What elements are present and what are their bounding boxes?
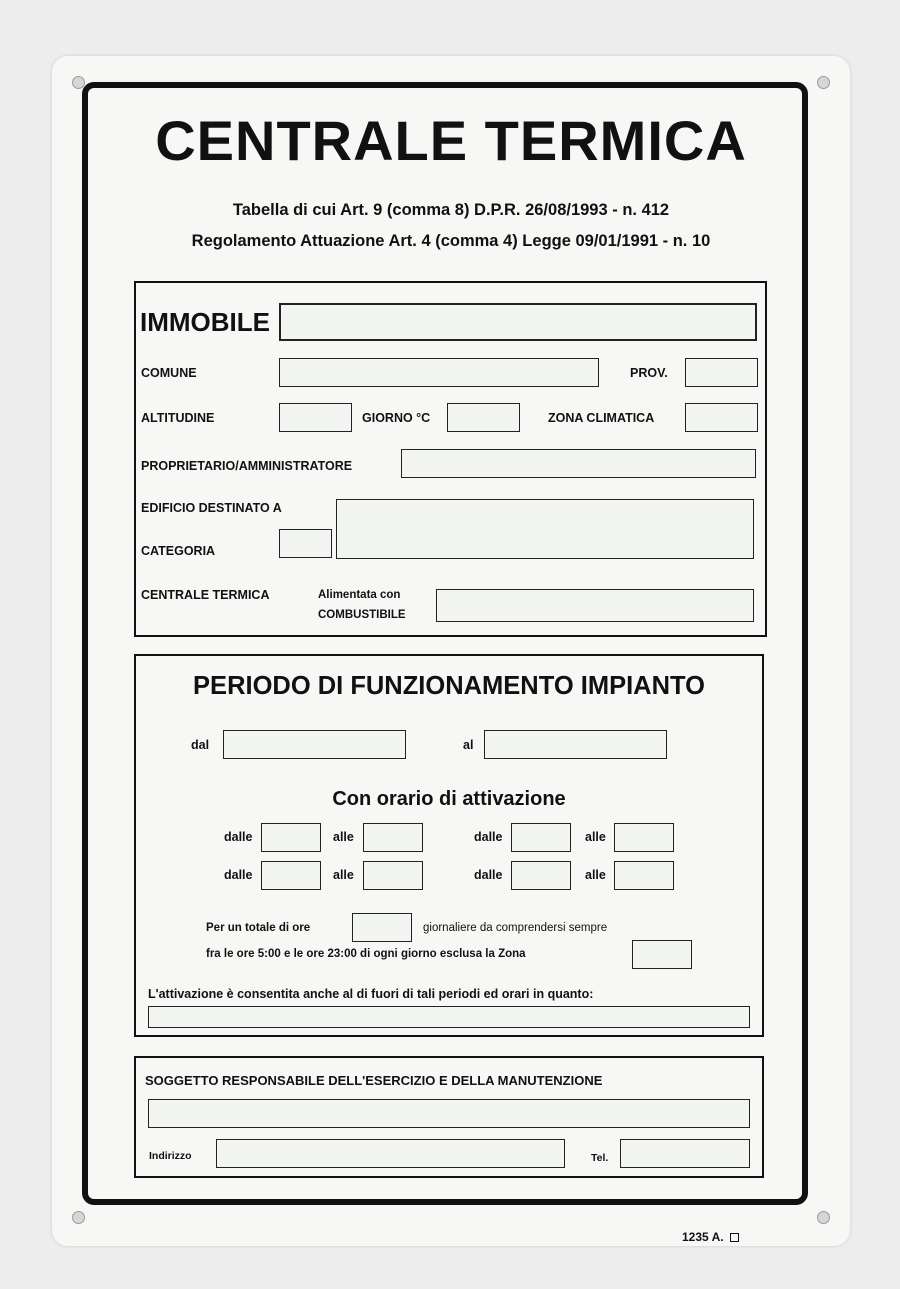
categoria-field[interactable] <box>279 529 332 558</box>
proprietario-field[interactable] <box>401 449 756 478</box>
comune-field[interactable] <box>279 358 599 387</box>
tel-label: Tel. <box>591 1152 609 1164</box>
dal-field[interactable] <box>223 730 406 759</box>
totale-ore-label: Per un totale di ore <box>206 922 311 934</box>
attivazione-field[interactable] <box>148 1006 750 1028</box>
indirizzo-field[interactable] <box>216 1139 565 1168</box>
subtitle-law-1: Tabella di cui Art. 9 (comma 8) D.P.R. 26/08/1993 - n. 412 <box>232 201 670 219</box>
alle-label-1: alle <box>333 830 354 844</box>
square-mark-icon <box>730 1233 739 1242</box>
dalle-field-4[interactable] <box>511 861 571 890</box>
mount-hole-bottom-left <box>72 1211 85 1224</box>
alle-label-4: alle <box>585 868 606 882</box>
categoria-label: CATEGORIA <box>141 544 216 558</box>
combustibile-field[interactable] <box>436 589 754 622</box>
section-soggetto <box>134 1056 764 1178</box>
centrale-termica-label: CENTRALE TERMICA <box>141 588 270 602</box>
zona-climatica-label: ZONA CLIMATICA <box>548 411 655 425</box>
mount-hole-top-right <box>817 76 830 89</box>
tel-field[interactable] <box>620 1139 750 1168</box>
zona-field[interactable] <box>632 940 692 969</box>
attivazione-label: L'attivazione è consentita anche al di fuori di tali periodi ed orari in quanto: <box>148 987 594 1001</box>
immobile-heading: IMMOBILE <box>140 307 270 337</box>
dalle-field-1[interactable] <box>261 823 321 852</box>
dalle-field-3[interactable] <box>261 861 321 890</box>
indirizzo-label: Indirizzo <box>149 1150 192 1162</box>
giorno-label: GIORNO °C <box>362 411 431 425</box>
dal-label: dal <box>191 738 210 752</box>
prov-label: PROV. <box>630 366 668 380</box>
edificio-field[interactable] <box>336 499 754 559</box>
alle-field-4[interactable] <box>614 861 674 890</box>
alle-field-1[interactable] <box>363 823 423 852</box>
subtitle-law-2: Regolamento Attuazione Art. 4 (comma 4) Legge 09/01/1991 - n. 10 <box>191 232 711 250</box>
dalle-field-2[interactable] <box>511 823 571 852</box>
proprietario-label: PROPRIETARIO/AMMINISTRATORE <box>141 459 353 473</box>
comune-label: COMUNE <box>141 366 197 380</box>
alle-field-3[interactable] <box>363 861 423 890</box>
soggetto-heading: SOGGETTO RESPONSABILE DELL'ESERCIZIO E DELLA MANUTENZIONE <box>145 1073 603 1088</box>
giornaliere-label: giornaliere da comprendersi sempre <box>423 922 608 934</box>
dalle-label-3: dalle <box>224 868 253 882</box>
giorno-field[interactable] <box>447 403 520 432</box>
orario-heading: Con orario di attivazione <box>332 788 566 810</box>
totale-ore-field[interactable] <box>352 913 412 942</box>
zona-climatica-field[interactable] <box>685 403 758 432</box>
al-label: al <box>463 738 474 752</box>
periodo-heading: PERIODO DI FUNZIONAMENTO IMPIANTO <box>193 672 705 700</box>
dalle-label-1: dalle <box>224 830 253 844</box>
prov-field[interactable] <box>685 358 758 387</box>
mount-hole-bottom-right <box>817 1211 830 1224</box>
dalle-label-4: dalle <box>474 868 503 882</box>
section-periodo <box>134 654 764 1037</box>
altitudine-field[interactable] <box>279 403 352 432</box>
combustibile-label: COMBUSTIBILE <box>318 609 406 621</box>
altitudine-label: ALTITUDINE <box>141 411 215 425</box>
al-field[interactable] <box>484 730 667 759</box>
edificio-label: EDIFICIO DESTINATO A <box>141 501 282 515</box>
immobile-field[interactable] <box>279 303 757 341</box>
alle-label-2: alle <box>585 830 606 844</box>
section-immobile <box>134 281 767 637</box>
product-code <box>682 1230 739 1244</box>
alimentata-label: Alimentata con <box>318 589 401 601</box>
page-title: CENTRALE TERMICA <box>155 109 747 172</box>
alle-label-3: alle <box>333 868 354 882</box>
alle-field-2[interactable] <box>614 823 674 852</box>
fra-le-ore-label: fra le ore 5:00 e le ore 23:00 di ogni giorno esclusa la Zona <box>206 948 526 960</box>
product-code-text: 1235 A. <box>682 1230 724 1244</box>
sign-plate <box>52 56 850 1246</box>
soggetto-field[interactable] <box>148 1099 750 1128</box>
dalle-label-2: dalle <box>474 830 503 844</box>
